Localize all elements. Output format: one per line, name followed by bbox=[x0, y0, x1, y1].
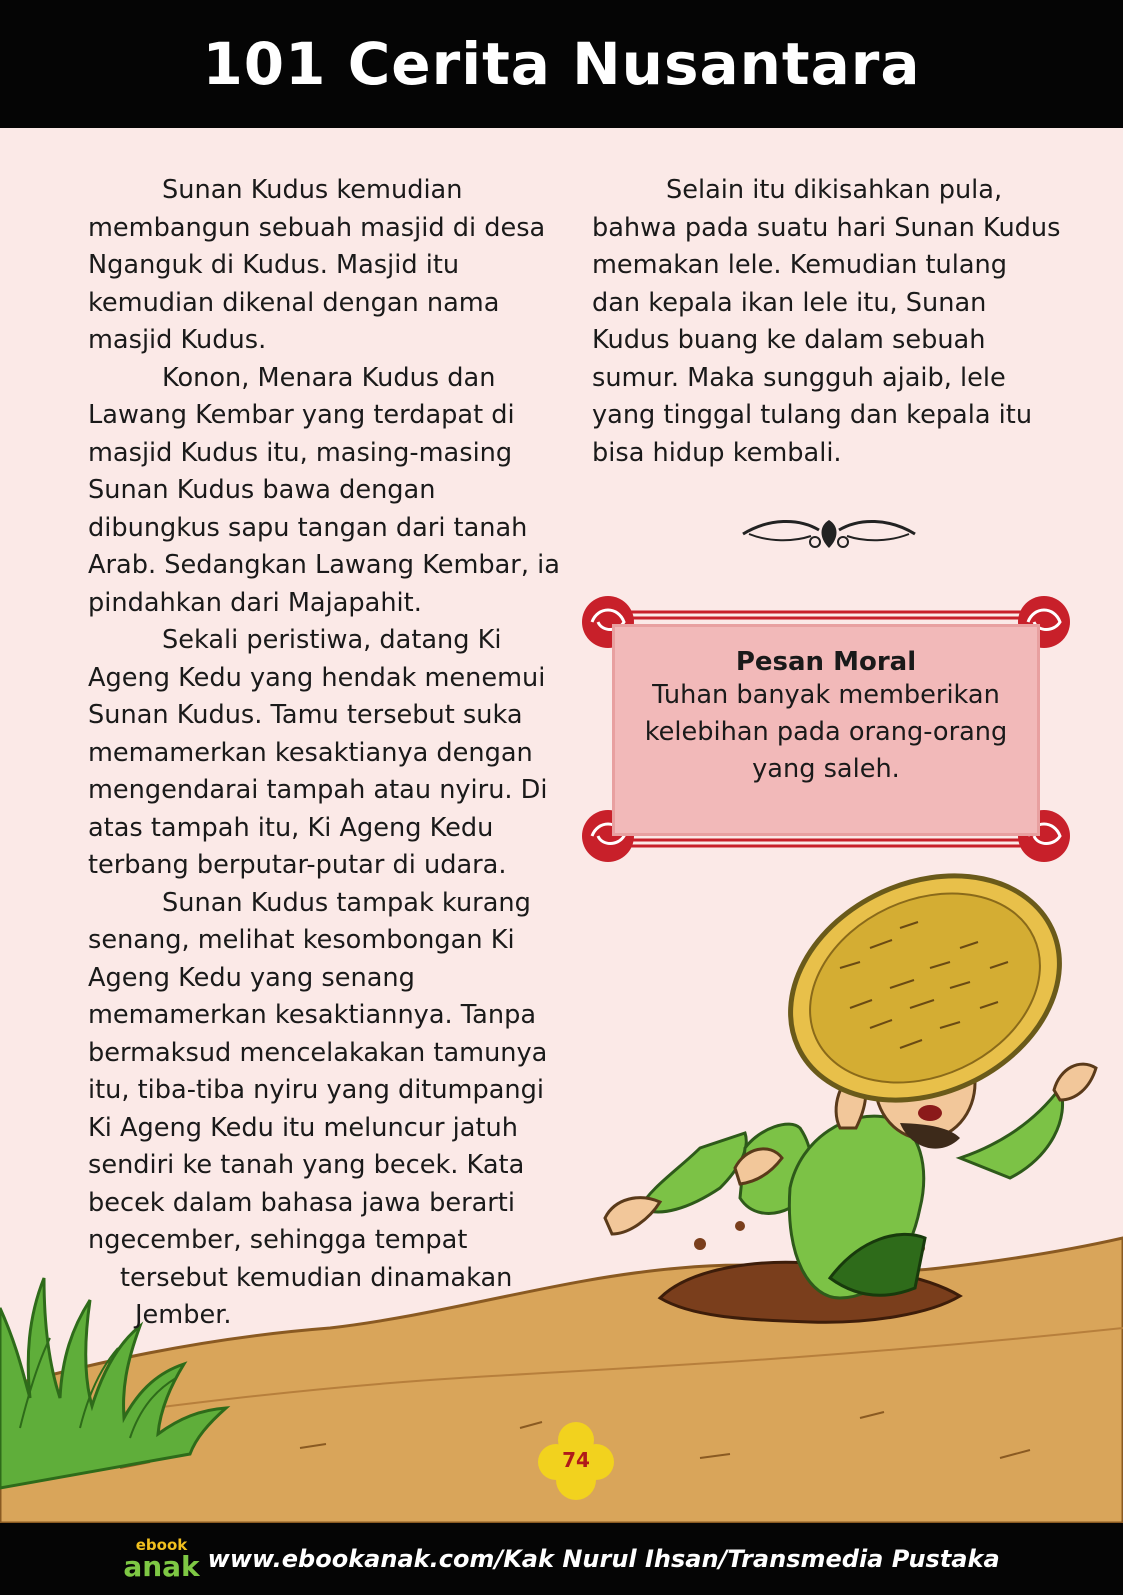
footer-credit: www.ebookanak.com/Kak Nurul Ihsan/Transmedia Pustaka bbox=[207, 1545, 1000, 1573]
paragraph-tail-line: tersebut kemudian dinamakan bbox=[120, 1262, 513, 1293]
right-text-column bbox=[592, 172, 1062, 472]
woven-tray-icon bbox=[754, 834, 1097, 1143]
paragraph: Konon, Menara Kudus dan Lawang Kembar yang terdapat di masjid Kudus itu, masing-masing Sunan Kudus bawa dengan dibungkus sapu tangan dari tanah Arab. Sedangkan Lawang Kembar, ia pindahkan dari Majapahit. bbox=[88, 362, 560, 618]
paragraph: Sunan Kudus kemudian membangun sebuah masjid di desa Nganguk di Kudus. Masjid itu kemudian dikenal dengan nama masjid Kudus. bbox=[88, 175, 546, 355]
paragraph: Sekali peristiwa, datang Ki Ageng Kedu yang hendak menemui Sunan Kudus. Tamu tersebut suka memamerkan kesaktianya dengan mengendarai tampah atau nyiru. Di atas tampah itu, Ki Ageng Kedu terbang berputar-putar di udara. bbox=[88, 625, 548, 880]
ebookanak-logo bbox=[123, 1535, 200, 1583]
ornament-divider-icon bbox=[739, 512, 919, 556]
man-falling-from-flying-tray-icon bbox=[605, 834, 1096, 1298]
paragraph: Sunan Kudus tampak kurang senang, melihat kesombongan Ki Ageng Kedu yang senang memamerkan kesaktiannya. Tanpa bermaksud mencelakakan tamunya itu, tiba-tiba nyiru yang ditumpangi Ki Ageng Kedu itu meluncur jatuh sendiri ke tanah yang becek. Kata becek dalam bahasa jawa berarti ngecember, sehingga tempat bbox=[88, 887, 548, 1255]
page-header bbox=[0, 0, 1123, 128]
page-body bbox=[0, 128, 1123, 1523]
left-text-column bbox=[88, 172, 568, 1335]
page-number-badge bbox=[538, 1418, 614, 1508]
moral-message-box bbox=[612, 624, 1040, 836]
logo-bottom-text: anak bbox=[123, 1549, 200, 1583]
moral-title: Pesan Moral bbox=[735, 647, 917, 677]
page-footer bbox=[0, 1523, 1123, 1595]
page-number: 74 bbox=[562, 1448, 590, 1472]
logo-top-text: ebook bbox=[135, 1535, 188, 1554]
moral-text: Tuhan banyak memberikan kelebihan pada orang-orang yang saleh. bbox=[644, 680, 1008, 784]
paragraph: Selain itu dikisahkan pula, bahwa pada suatu hari Sunan Kudus memakan lele. Kemudian tulang dan kepala ikan lele itu, Sunan Kudus buang ke dalam sebuah sumur. Maka sungguh ajaib, lele yang tinggal tulang dan kepala itu bisa hidup kembali. bbox=[592, 175, 1061, 468]
paragraph-tail-line: Jember. bbox=[135, 1300, 232, 1330]
book-title: 101 Cerita Nusantara bbox=[202, 30, 921, 98]
